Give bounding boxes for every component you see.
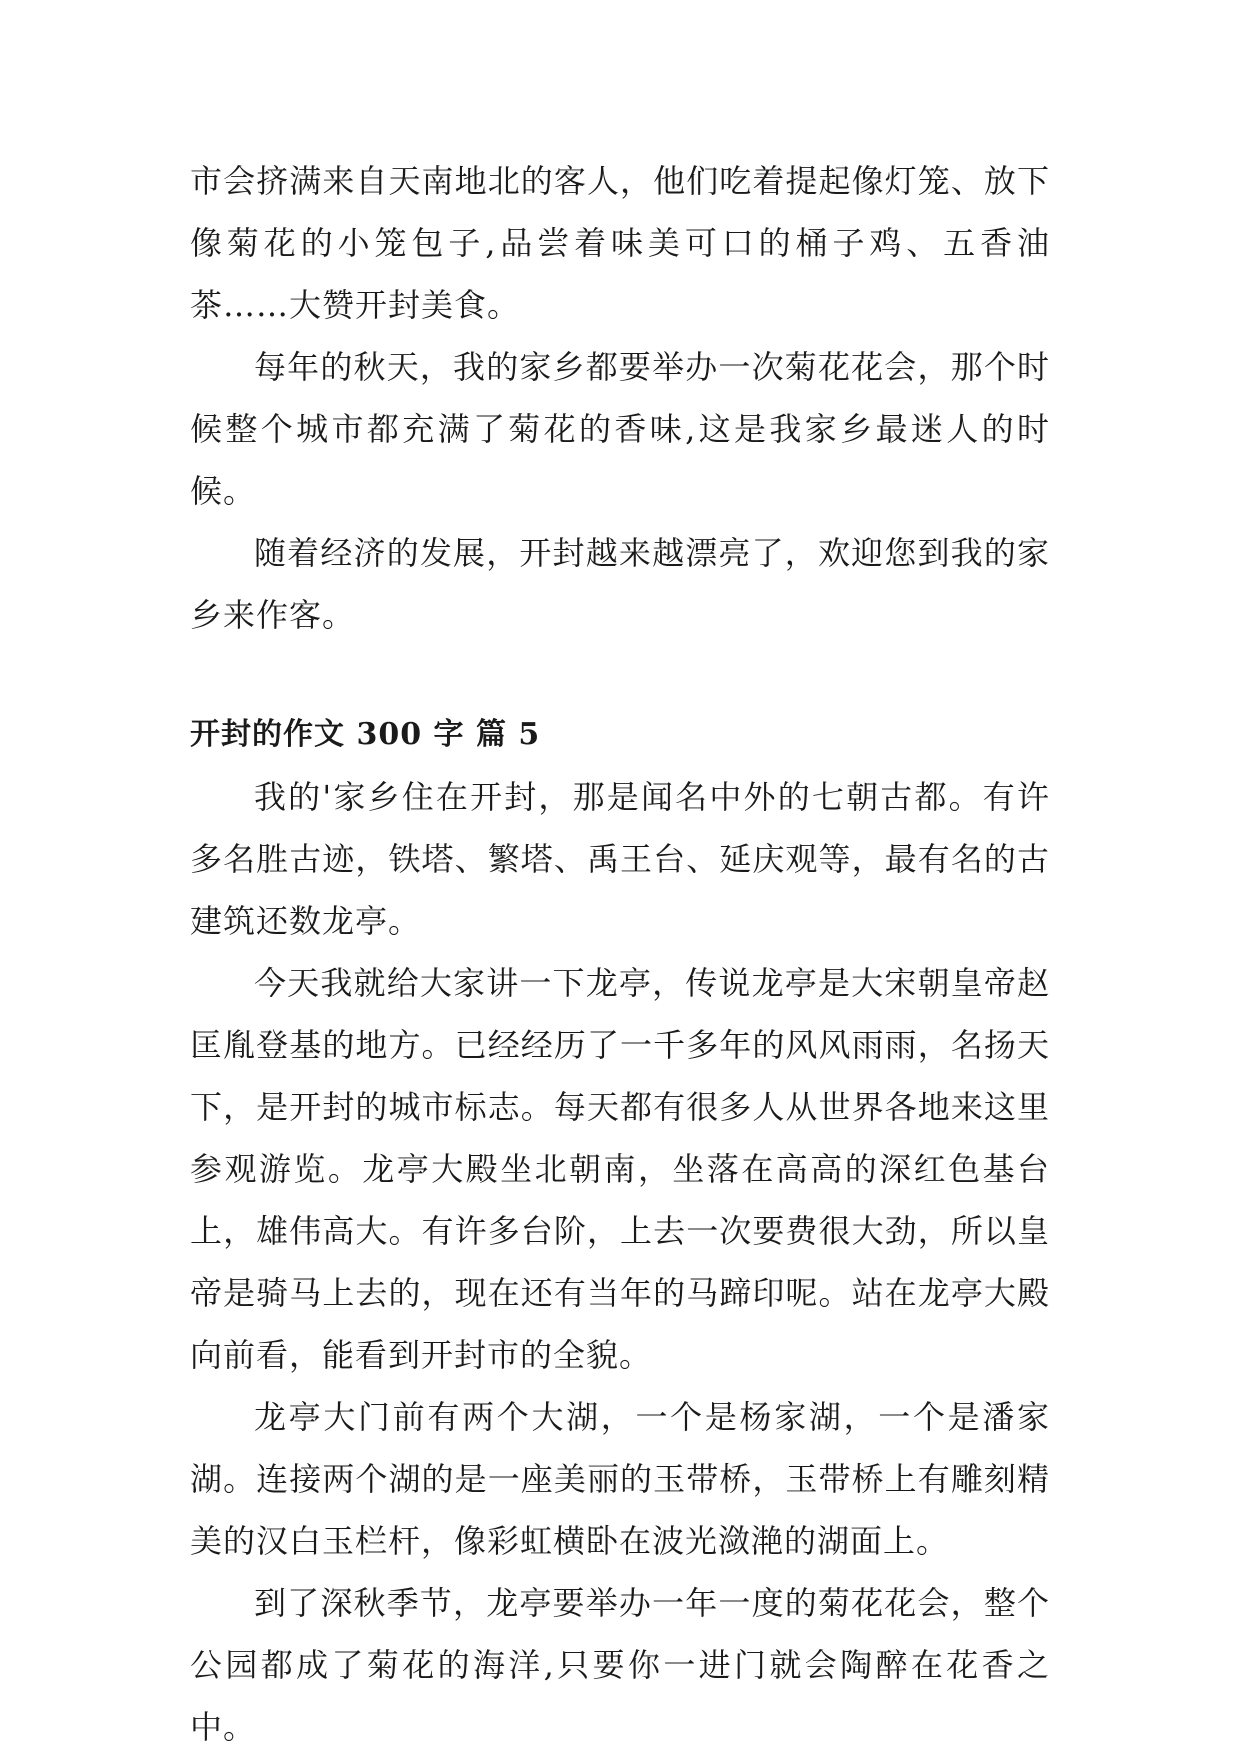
document-page [190, 150, 1050, 1758]
paragraph-welcome: 随着经济的发展，开封越来越漂亮了，欢迎您到我的家乡来作客。 [190, 534, 1050, 634]
section-heading: 开封的作文 300 字 篇 5 [190, 717, 541, 752]
paragraph-hometown: 我的'家乡住在开封，那是闻名中外的七朝古都。有许多名胜古迹，铁塔、繁塔、禹王台、延庆观等，最有名的古建筑还数龙亭。 [190, 778, 1050, 940]
paragraph-autumn-festival: 每年的秋天，我的家乡都要举办一次菊花花会，那个时候整个城市都充满了菊花的香味,这是我家乡最迷人的时候。 [190, 348, 1050, 510]
paragraph-lakes: 龙亭大门前有两个大湖，一个是杨家湖，一个是潘家湖。连接两个湖的是一座美丽的玉带桥，玉带桥上有雕刻精美的汉白玉栏杆，像彩虹横卧在波光潋滟的湖面上。 [190, 1398, 1050, 1560]
paragraph-continuation: 市会挤满来自天南地北的客人，他们吃着提起像灯笼、放下像菊花的小笼包子,品尝着味美可口的桶子鸡、五香油茶……大赞开封美食。 [190, 162, 1050, 324]
paragraph-longting: 今天我就给大家讲一下龙亭，传说龙亭是大宋朝皇帝赵匡胤登基的地方。已经经历了一千多年的风风雨雨，名扬天下，是开封的城市标志。每天都有很多人从世界各地来这里参观游览。龙亭大殿坐北朝南，坐落在高高的深红色基台上，雄伟高大。有许多台阶，上去一次要费很大劲，所以皇帝是骑马上去的，现在还有当年的马蹄印呢。站在龙亭大殿向前看，能看到开封市的全貌。 [190, 964, 1050, 1374]
paragraph-chrysanthemum: 到了深秋季节，龙亭要举办一年一度的菊花花会，整个公园都成了菊花的海洋,只要你一进门就会陶醉在花香之中。 [190, 1584, 1050, 1746]
